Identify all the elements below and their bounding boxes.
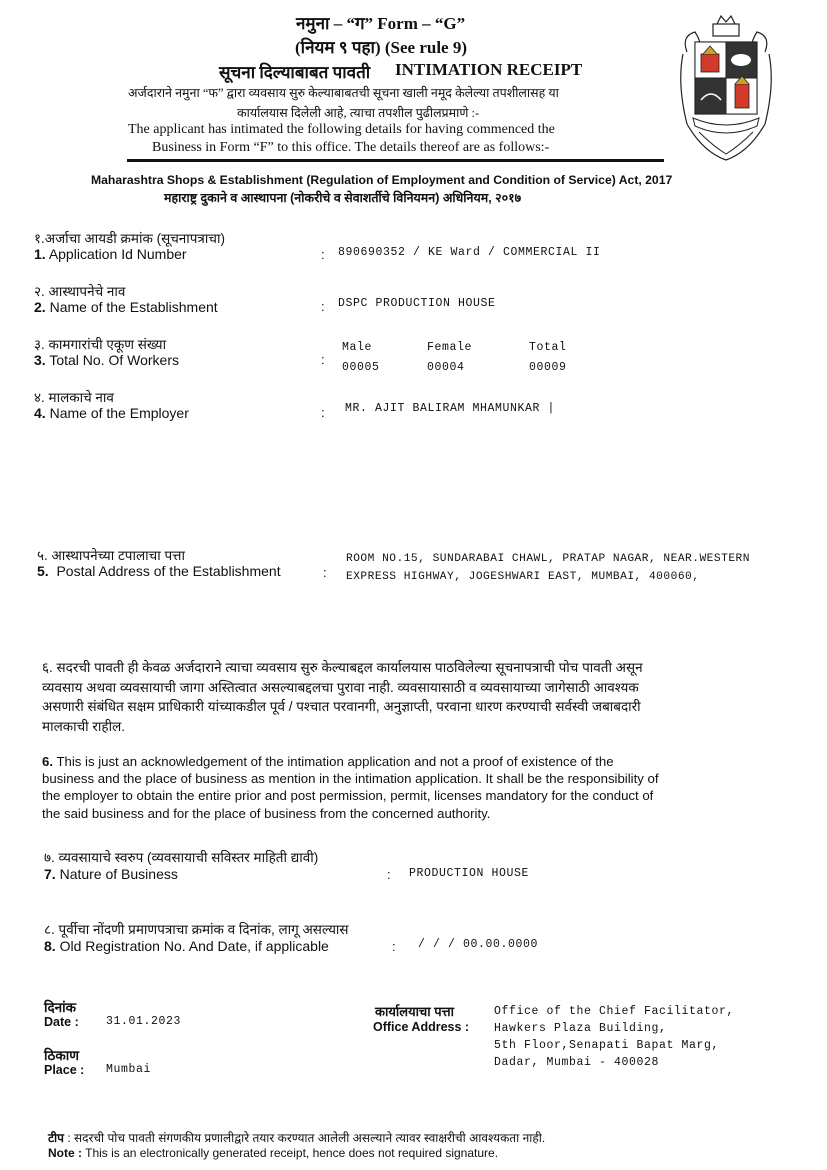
field6-number: 6. bbox=[42, 754, 53, 769]
nature-of-business-value: PRODUCTION HOUSE bbox=[409, 867, 530, 880]
intro-en-line2: Business in Form “F” to this office. The details thereof are as follows:- bbox=[152, 140, 550, 155]
field8-label: Old Registration No. And Date, if applicable bbox=[59, 938, 329, 954]
date-label-mr: दिनांक bbox=[44, 1000, 77, 1015]
field5-label-en bbox=[37, 563, 281, 579]
rule-reference: (नियम ९ पहा) (See rule 9) bbox=[295, 38, 467, 57]
field5-label: Postal Address of the Establishment bbox=[56, 563, 281, 579]
field7-number: 7. bbox=[44, 866, 56, 882]
note-mr-label: टीप bbox=[48, 1131, 64, 1145]
female-count-value: 00004 bbox=[427, 361, 465, 374]
field5-label-mr: ५. आस्थापनेच्या टपालाचा पत्ता bbox=[37, 548, 185, 563]
male-count-value: 00005 bbox=[342, 361, 380, 374]
place-label-mr: ठिकाण bbox=[44, 1048, 79, 1063]
old-registration-value: / / / 00.00.0000 bbox=[418, 938, 539, 951]
field1-label: Application Id Number bbox=[48, 246, 187, 262]
field8-number: 8. bbox=[44, 938, 56, 954]
date-value: 31.01.2023 bbox=[106, 1015, 182, 1028]
mcgm-emblem-icon bbox=[673, 14, 779, 164]
male-label: Male bbox=[342, 341, 373, 354]
field3-label-mr: ३. कामगारांची एकूण संख्या bbox=[34, 337, 167, 352]
application-id-value: 890690352 / KE Ward / COMMERCIAL II bbox=[338, 246, 601, 259]
note-mr bbox=[48, 1129, 545, 1146]
field2-label-en bbox=[34, 299, 218, 315]
note-en-text: This is an electronically generated receipt, hence does not required signature. bbox=[85, 1146, 499, 1160]
field3-label: Total No. Of Workers bbox=[49, 352, 179, 368]
field1-colon: : bbox=[321, 247, 325, 262]
disclaimer-mr: ६. सदरची पावती ही केवळ अर्जदाराने त्याचा व्यवसाय सुरु केल्याबद्दल कार्यालयास पाठविलेल्या सूचनापत्राची पोच पावती असून व्यवसाय अथवा व्यवसायाची जागा अस्तित्वात असल्याबद्दलचा पुरावा नाही. व्यवसायासाठी व व्यवसायाच्या जागेसाठी आवश्यक असणारी संबंधित सक्षम प्राधिकारी यांच्याकडील पूर्व / पश्चात परवानगी, अनुज्ञाप्ती, परवाना धारण करण्याची सर्वस्वी जबाबदारी मालकाची राहील. bbox=[42, 660, 643, 734]
note-mr-text: : सदरची पोच पावती संगणकीय प्रणालीद्वारे तयार करण्यात आलेली असल्याने त्यावर स्वाक्षरीची आवश्यकता नाही. bbox=[67, 1131, 546, 1145]
field5-number: 5. bbox=[37, 563, 49, 579]
intro-mr-line2: कार्यालयास दिलेली आहे, त्याचा तपशील पुढीलप्रमाणे :- bbox=[237, 106, 480, 120]
act-title-en: Maharashtra Shops & Establishment (Regulation of Employment and Condition of Service) Act, 2017 bbox=[91, 173, 673, 187]
field8-label-mr: ८. पूर्वीचा नोंदणी प्रमाणपत्राचा क्रमांक व दिनांक, लागू असल्यास bbox=[44, 922, 349, 937]
field4-label: Name of the Employer bbox=[49, 405, 189, 421]
employer-name-value: MR. AJIT BALIRAM MHAMUNKAR | bbox=[345, 402, 556, 415]
field3-label-en bbox=[34, 352, 179, 368]
field2-number: 2. bbox=[34, 299, 46, 315]
field1-number: 1. bbox=[34, 246, 46, 262]
intro-mr-line1: अर्जदाराने नमुना “फ” द्वारा व्यवसाय सुरु केल्याबाबतची सूचना खाली नमूद केलेल्या तपशीलासह या bbox=[128, 86, 559, 100]
postal-address-line2: EXPRESS HIGHWAY, JOGESHWARI EAST, MUMBAI, 400060, bbox=[346, 571, 700, 583]
field5-colon: : bbox=[323, 565, 327, 580]
office-address-line4: Dadar, Mumbai - 400028 bbox=[494, 1056, 660, 1069]
office-address-line2: Hawkers Plaza Building, bbox=[494, 1022, 667, 1035]
disclaimer-en bbox=[42, 753, 664, 822]
field7-label-mr: ७. व्यवसायाचे स्वरुप (व्यवसायाची सविस्तर माहिती द्यावी) bbox=[44, 850, 319, 865]
female-label: Female bbox=[427, 341, 473, 354]
total-count-value: 00009 bbox=[529, 361, 567, 374]
field4-number: 4. bbox=[34, 405, 46, 421]
form-title-line: नमुना – “ग” Form – “G” bbox=[296, 14, 466, 33]
note-en bbox=[48, 1146, 498, 1160]
field2-label-mr: २. आस्थापनेचे नाव bbox=[34, 284, 126, 299]
office-address-label-mr: कार्यालयाचा पत्ता bbox=[375, 1004, 454, 1019]
receipt-title-en: INTIMATION RECEIPT bbox=[395, 60, 583, 79]
field4-label-en bbox=[34, 405, 189, 421]
field2-colon: : bbox=[321, 299, 325, 314]
field3-colon: : bbox=[321, 352, 325, 367]
place-label-en: Place : bbox=[44, 1063, 85, 1077]
field1-label-mr: १.अर्जाचा आयडी क्रमांक (सूचनापत्राचा) bbox=[34, 231, 225, 246]
field7-label: Nature of Business bbox=[59, 866, 178, 882]
office-address-line3: 5th Floor,Senapati Bapat Marg, bbox=[494, 1039, 720, 1052]
establishment-name-value: DSPC PRODUCTION HOUSE bbox=[338, 297, 496, 310]
place-value: Mumbai bbox=[106, 1063, 152, 1076]
intro-en-line1: The applicant has intimated the following details for having commenced the bbox=[128, 122, 555, 137]
receipt-title-mr: सूचना दिल्याबाबत पावती bbox=[219, 63, 371, 82]
field7-colon: : bbox=[387, 867, 391, 882]
office-address-label-en: Office Address : bbox=[373, 1020, 470, 1034]
disclaimer-en-text: This is just an acknowledgement of the intimation application and not a proof of existence of the business and the place of business as mention in the intimation application. It shall be the responsibility of the employer to obtain the entire prior and post permission, permit, licenses mandatory for the conduct of the said business and for the place of business from the concerned authority. bbox=[42, 754, 659, 821]
note-en-label: Note : bbox=[48, 1146, 82, 1160]
field8-colon: : bbox=[392, 939, 396, 954]
field1-label-en bbox=[34, 246, 187, 262]
field4-label-mr: ४. मालकाचे नाव bbox=[34, 390, 114, 405]
act-title-mr: महाराष्ट्र दुकाने व आस्थापना (नोकरीचे व सेवाशर्तीचे विनियमन) अधिनियम, २०१७ bbox=[164, 191, 522, 205]
field3-number: 3. bbox=[34, 352, 46, 368]
header-divider bbox=[127, 159, 664, 162]
field4-colon: : bbox=[321, 405, 325, 420]
field2-label: Name of the Establishment bbox=[49, 299, 218, 315]
field8-label-en bbox=[44, 938, 329, 954]
total-label: Total bbox=[529, 341, 567, 354]
postal-address-line1: ROOM NO.15, SUNDARABAI CHAWL, PRATAP NAGAR, NEAR.WESTERN bbox=[346, 553, 750, 565]
office-address-line1: Office of the Chief Facilitator, bbox=[494, 1005, 735, 1018]
field7-label-en bbox=[44, 866, 178, 882]
date-label-en: Date : bbox=[44, 1015, 79, 1029]
